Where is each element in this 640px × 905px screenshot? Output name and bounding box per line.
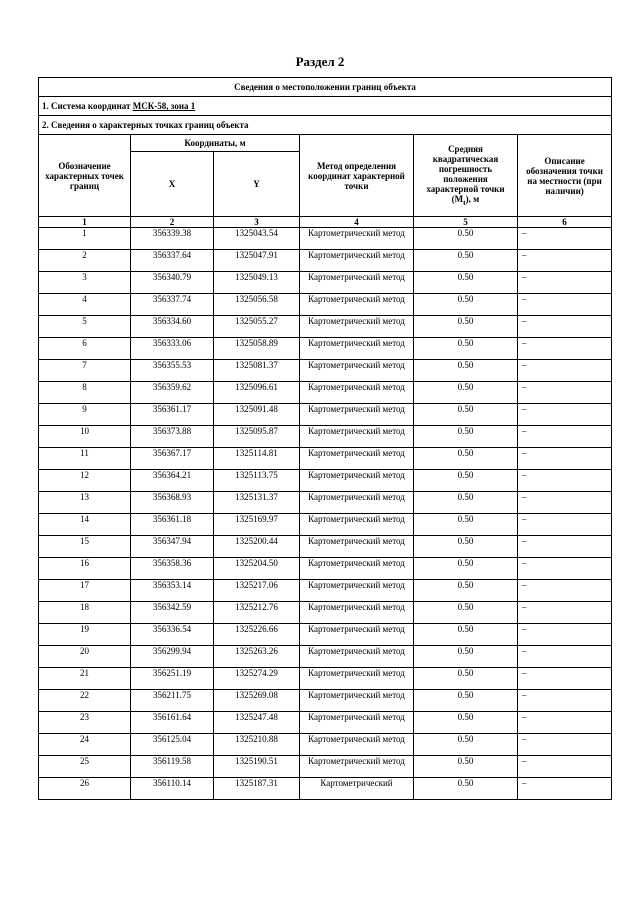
description-cell: – <box>518 602 612 624</box>
y-coord-cell: 1325056.58 <box>214 294 300 316</box>
table-row <box>39 602 612 624</box>
point-number-cell: 18 <box>39 602 131 624</box>
point-number-cell: 11 <box>39 448 131 470</box>
header-x: X <box>131 152 214 217</box>
method-cell: Картометрический метод <box>300 734 414 756</box>
y-coord-cell: 1325217.06 <box>214 580 300 602</box>
y-coord-cell: 1325247.48 <box>214 712 300 734</box>
x-coord-cell: 356358.36 <box>131 558 214 580</box>
method-cell: Картометрический метод <box>300 404 414 426</box>
x-coord-cell: 356347.94 <box>131 536 214 558</box>
x-coord-cell: 356355.53 <box>131 360 214 382</box>
col-number: 5 <box>414 217 518 228</box>
point-number-cell: 5 <box>39 316 131 338</box>
coord-system-prefix: 1. Система координат <box>42 101 133 111</box>
header-error-sub: t <box>463 197 466 207</box>
error-cell: 0.50 <box>414 448 518 470</box>
x-coord-cell: 356161.64 <box>131 712 214 734</box>
error-cell: 0.50 <box>414 514 518 536</box>
coord-system-value: МСК-58, зона 1 <box>132 101 196 111</box>
method-cell: Картометрический метод <box>300 602 414 624</box>
point-number-cell: 9 <box>39 404 131 426</box>
error-cell: 0.50 <box>414 778 518 800</box>
y-coord-cell: 1325058.89 <box>214 338 300 360</box>
method-cell: Картометрический метод <box>300 756 414 778</box>
description-cell: – <box>518 712 612 734</box>
x-coord-cell: 356373.88 <box>131 426 214 448</box>
y-coord-cell: 1325212.76 <box>214 602 300 624</box>
x-coord-cell: 356359.62 <box>131 382 214 404</box>
description-cell: – <box>518 624 612 646</box>
point-number-cell: 12 <box>39 470 131 492</box>
table-row <box>39 668 612 690</box>
method-cell: Картометрический метод <box>300 228 414 250</box>
table-row <box>39 580 612 602</box>
x-coord-cell: 356336.54 <box>131 624 214 646</box>
error-cell: 0.50 <box>414 294 518 316</box>
header-method: Метод определения координат характерной точки <box>300 135 414 217</box>
point-number-cell: 19 <box>39 624 131 646</box>
header-y: Y <box>214 152 300 217</box>
description-cell: – <box>518 536 612 558</box>
point-number-cell: 24 <box>39 734 131 756</box>
method-cell: Картометрический метод <box>300 294 414 316</box>
description-cell: – <box>518 646 612 668</box>
point-number-cell: 2 <box>39 250 131 272</box>
point-number-cell: 22 <box>39 690 131 712</box>
points-heading: 2. Сведения о характерных точках границ объекта <box>39 116 612 135</box>
y-coord-cell: 1325187.31 <box>214 778 300 800</box>
point-number-cell: 26 <box>39 778 131 800</box>
method-cell: Картометрический метод <box>300 536 414 558</box>
coord-system-line <box>39 97 612 116</box>
x-coord-cell: 356339.38 <box>131 228 214 250</box>
table-row <box>39 470 612 492</box>
x-coord-cell: 356367.17 <box>131 448 214 470</box>
y-coord-cell: 1325200.44 <box>214 536 300 558</box>
x-coord-cell: 356119.58 <box>131 756 214 778</box>
method-cell: Картометрический метод <box>300 690 414 712</box>
error-cell: 0.50 <box>414 536 518 558</box>
table-row <box>39 338 612 360</box>
error-cell: 0.50 <box>414 602 518 624</box>
y-coord-cell: 1325210.88 <box>214 734 300 756</box>
header-error <box>414 135 518 217</box>
table-row <box>39 250 612 272</box>
description-cell: – <box>518 756 612 778</box>
col-number: 6 <box>518 217 612 228</box>
method-cell: Картометрический метод <box>300 514 414 536</box>
description-cell: – <box>518 360 612 382</box>
method-cell: Картометрический метод <box>300 426 414 448</box>
table-row <box>39 426 612 448</box>
y-coord-cell: 1325114.81 <box>214 448 300 470</box>
x-coord-cell: 356364.21 <box>131 470 214 492</box>
method-cell: Картометрический метод <box>300 338 414 360</box>
table-row <box>39 690 612 712</box>
x-coord-cell: 356333.06 <box>131 338 214 360</box>
error-cell: 0.50 <box>414 734 518 756</box>
table-row <box>39 294 612 316</box>
description-cell: – <box>518 690 612 712</box>
description-cell: – <box>518 448 612 470</box>
x-coord-cell: 356361.17 <box>131 404 214 426</box>
method-cell: Картометрический метод <box>300 492 414 514</box>
description-cell: – <box>518 580 612 602</box>
y-coord-cell: 1325190.51 <box>214 756 300 778</box>
table-title: Сведения о местоположении границ объекта <box>39 78 612 97</box>
point-number-cell: 10 <box>39 426 131 448</box>
method-cell: Картометрический <box>300 778 414 800</box>
header-point-label: Обозначение характерных точек границ <box>39 135 131 217</box>
table-row <box>39 514 612 536</box>
y-coord-cell: 1325226.66 <box>214 624 300 646</box>
point-number-cell: 7 <box>39 360 131 382</box>
description-cell: – <box>518 228 612 250</box>
header-error-main: Средняя квадратическая погрешность положения характерной точки (M <box>426 143 505 204</box>
x-coord-cell: 356340.79 <box>131 272 214 294</box>
point-number-cell: 1 <box>39 228 131 250</box>
method-cell: Картометрический метод <box>300 250 414 272</box>
error-cell: 0.50 <box>414 580 518 602</box>
error-cell: 0.50 <box>414 668 518 690</box>
method-cell: Картометрический метод <box>300 272 414 294</box>
point-number-cell: 23 <box>39 712 131 734</box>
table-row <box>39 778 612 800</box>
method-cell: Картометрический метод <box>300 316 414 338</box>
description-cell: – <box>518 338 612 360</box>
method-cell: Картометрический метод <box>300 382 414 404</box>
description-cell: – <box>518 492 612 514</box>
error-cell: 0.50 <box>414 690 518 712</box>
error-cell: 0.50 <box>414 228 518 250</box>
y-coord-cell: 1325055.27 <box>214 316 300 338</box>
method-cell: Картометрический метод <box>300 668 414 690</box>
x-coord-cell: 356334.60 <box>131 316 214 338</box>
table-row <box>39 404 612 426</box>
point-number-cell: 15 <box>39 536 131 558</box>
point-number-cell: 17 <box>39 580 131 602</box>
x-coord-cell: 356125.04 <box>131 734 214 756</box>
table-row <box>39 360 612 382</box>
error-cell: 0.50 <box>414 624 518 646</box>
x-coord-cell: 356337.64 <box>131 250 214 272</box>
description-cell: – <box>518 382 612 404</box>
method-cell: Картометрический метод <box>300 558 414 580</box>
y-coord-cell: 1325169.97 <box>214 514 300 536</box>
y-coord-cell: 1325131.37 <box>214 492 300 514</box>
error-cell: 0.50 <box>414 404 518 426</box>
table-row <box>39 646 612 668</box>
point-number-cell: 14 <box>39 514 131 536</box>
method-cell: Картометрический метод <box>300 448 414 470</box>
x-coord-cell: 356342.59 <box>131 602 214 624</box>
x-coord-cell: 356337.74 <box>131 294 214 316</box>
y-coord-cell: 1325113.75 <box>214 470 300 492</box>
method-cell: Картометрический метод <box>300 580 414 602</box>
error-cell: 0.50 <box>414 360 518 382</box>
col-number: 2 <box>131 217 214 228</box>
y-coord-cell: 1325049.13 <box>214 272 300 294</box>
description-cell: – <box>518 294 612 316</box>
point-number-cell: 6 <box>39 338 131 360</box>
header-description: Описание обозначения точки на местности (при наличии) <box>518 135 612 217</box>
point-number-cell: 8 <box>39 382 131 404</box>
header-coords: Координаты, м <box>131 135 300 152</box>
table-row <box>39 712 612 734</box>
table-row <box>39 558 612 580</box>
y-coord-cell: 1325263.26 <box>214 646 300 668</box>
error-cell: 0.50 <box>414 646 518 668</box>
method-cell: Картометрический метод <box>300 470 414 492</box>
y-coord-cell: 1325043.54 <box>214 228 300 250</box>
boundary-points-table <box>38 77 612 800</box>
y-coord-cell: 1325091.48 <box>214 404 300 426</box>
error-cell: 0.50 <box>414 558 518 580</box>
error-cell: 0.50 <box>414 426 518 448</box>
x-coord-cell: 356368.93 <box>131 492 214 514</box>
table-row <box>39 734 612 756</box>
error-cell: 0.50 <box>414 250 518 272</box>
point-number-cell: 4 <box>39 294 131 316</box>
table-row <box>39 228 612 250</box>
table-row <box>39 448 612 470</box>
y-coord-cell: 1325047.91 <box>214 250 300 272</box>
error-cell: 0.50 <box>414 338 518 360</box>
table-row <box>39 272 612 294</box>
table-row <box>39 624 612 646</box>
description-cell: – <box>518 426 612 448</box>
col-number: 3 <box>214 217 300 228</box>
y-coord-cell: 1325096.61 <box>214 382 300 404</box>
y-coord-cell: 1325269.08 <box>214 690 300 712</box>
x-coord-cell: 356110.14 <box>131 778 214 800</box>
description-cell: – <box>518 514 612 536</box>
method-cell: Картометрический метод <box>300 360 414 382</box>
y-coord-cell: 1325081.37 <box>214 360 300 382</box>
error-cell: 0.50 <box>414 470 518 492</box>
column-number-row <box>39 217 612 228</box>
header-error-tail: ), м <box>465 193 480 204</box>
point-number-cell: 16 <box>39 558 131 580</box>
error-cell: 0.50 <box>414 316 518 338</box>
point-number-cell: 3 <box>39 272 131 294</box>
x-coord-cell: 356361.18 <box>131 514 214 536</box>
table-row <box>39 756 612 778</box>
error-cell: 0.50 <box>414 272 518 294</box>
description-cell: – <box>518 668 612 690</box>
table-row <box>39 536 612 558</box>
error-cell: 0.50 <box>414 382 518 404</box>
method-cell: Картометрический метод <box>300 646 414 668</box>
x-coord-cell: 356211.75 <box>131 690 214 712</box>
description-cell: – <box>518 778 612 800</box>
x-coord-cell: 356251.19 <box>131 668 214 690</box>
y-coord-cell: 1325095.87 <box>214 426 300 448</box>
table-row <box>39 382 612 404</box>
error-cell: 0.50 <box>414 492 518 514</box>
table-row <box>39 492 612 514</box>
x-coord-cell: 356299.94 <box>131 646 214 668</box>
point-number-cell: 21 <box>39 668 131 690</box>
error-cell: 0.50 <box>414 756 518 778</box>
method-cell: Картометрический метод <box>300 712 414 734</box>
y-coord-cell: 1325274.29 <box>214 668 300 690</box>
col-number: 1 <box>39 217 131 228</box>
x-coord-cell: 356353.14 <box>131 580 214 602</box>
description-cell: – <box>518 316 612 338</box>
table-row <box>39 316 612 338</box>
description-cell: – <box>518 558 612 580</box>
point-number-cell: 20 <box>39 646 131 668</box>
description-cell: – <box>518 734 612 756</box>
point-number-cell: 13 <box>39 492 131 514</box>
description-cell: – <box>518 470 612 492</box>
description-cell: – <box>518 404 612 426</box>
error-cell: 0.50 <box>414 712 518 734</box>
method-cell: Картометрический метод <box>300 624 414 646</box>
description-cell: – <box>518 272 612 294</box>
description-cell: – <box>518 250 612 272</box>
section-title: Раздел 2 <box>295 54 345 69</box>
y-coord-cell: 1325204.50 <box>214 558 300 580</box>
point-number-cell: 25 <box>39 756 131 778</box>
col-number: 4 <box>300 217 414 228</box>
